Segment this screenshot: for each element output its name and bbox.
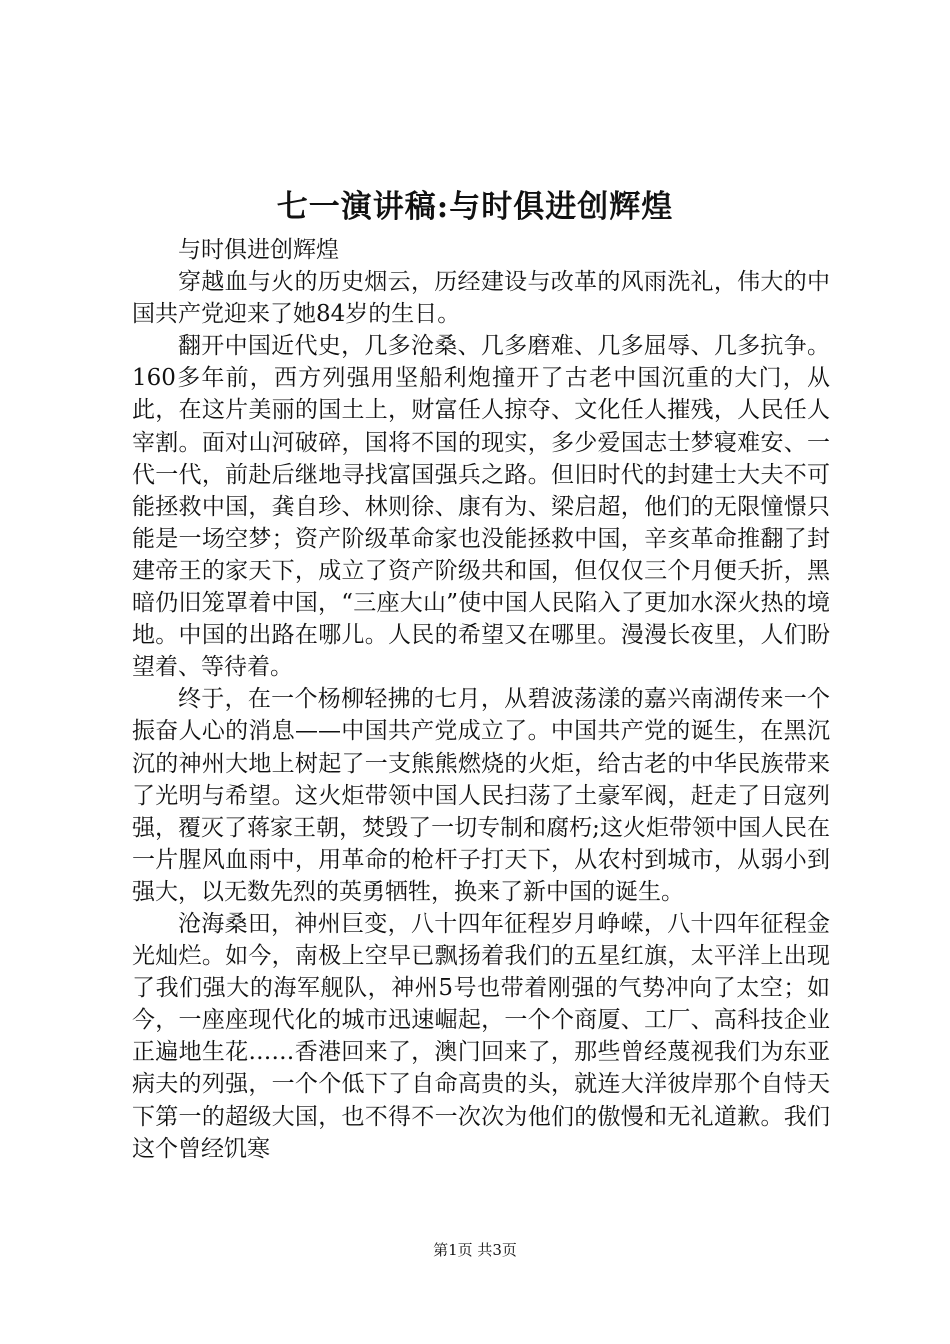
- body-paragraph: 穿越血与火的历史烟云，历经建设与改革的风雨洗礼，伟大的中国共产党迎来了她84岁的生日。: [132, 269, 830, 328]
- document-body: [132, 234, 830, 1165]
- subtitle-paragraph: 与时俱进创辉煌: [178, 237, 339, 263]
- body-paragraph: 沧海桑田，神州巨变，八十四年征程岁月峥嵘，八十四年征程金光灿烂。如今，南极上空早已飘扬着我们的五星红旗，太平洋上出现了我们强大的海军舰队，神州5号也带着刚强的气势冲向了太空；如今，一座座现代化的城市迅速崛起，一个个商厦、工厂、高科技企业正遍地生花……香港回来了，澳门回来了，那些曾经蔑视我们为东亚病夫的列强，一个个低下了自命高贵的头，就连大洋彼岸那个自恃天下第一的超级大国，也不得不一次次为他们的傲慢和无礼道歉。我们这个曾经饥寒: [132, 910, 830, 1162]
- page-footer: 第1页 共3页: [433, 1241, 517, 1259]
- body-paragraph: 终于，在一个杨柳轻拂的七月，从碧波荡漾的嘉兴南湖传来一个振奋人心的消息——中国共产党成立了。中国共产党的诞生，在黑沉沉的神州大地上树起了一支熊熊燃烧的火炬，给古老的中华民族带来了光明与希望。这火炬带领中国人民扫荡了土豪军阀，赶走了日寇列强，覆灭了蒋家王朝，焚毁了一切专制和腐朽;这火炬带领中国人民在一片腥风血雨中，用革命的枪杆子打天下，从农村到城市，从弱小到强大，以无数先烈的英勇牺牲，换来了新中国的诞生。: [132, 686, 830, 905]
- body-paragraph: 翻开中国近代史，几多沧桑、几多磨难、几多屈辱、几多抗争。160多年前，西方列强用坚船利炮撞开了古老中国沉重的大门，从此，在这片美丽的国土上，财富任人掠夺、文化任人摧残，人民任人宰割。面对山河破碎，国将不国的现实，多少爱国志士梦寝难安、一代一代，前赴后继地寻找富国强兵之路。但旧时代的封建士大夫不可能拯救中国，龚自珍、林则徐、康有为、梁启超，他们的无限憧憬只能是一场空梦；资产阶级革命家也没能拯救中国，辛亥革命推翻了封建帝王的家天下，成立了资产阶级共和国，但仅仅三个月便夭折，黑暗仍旧笼罩着中国，“三座大山”使中国人民陷入了更加水深火热的境地。中国的出路在哪儿。人民的希望又在哪里。漫漫长夜里，人们盼望着、等待着。: [132, 333, 830, 681]
- document-title: 七一演讲稿:与时俱进创辉煌: [276, 189, 674, 225]
